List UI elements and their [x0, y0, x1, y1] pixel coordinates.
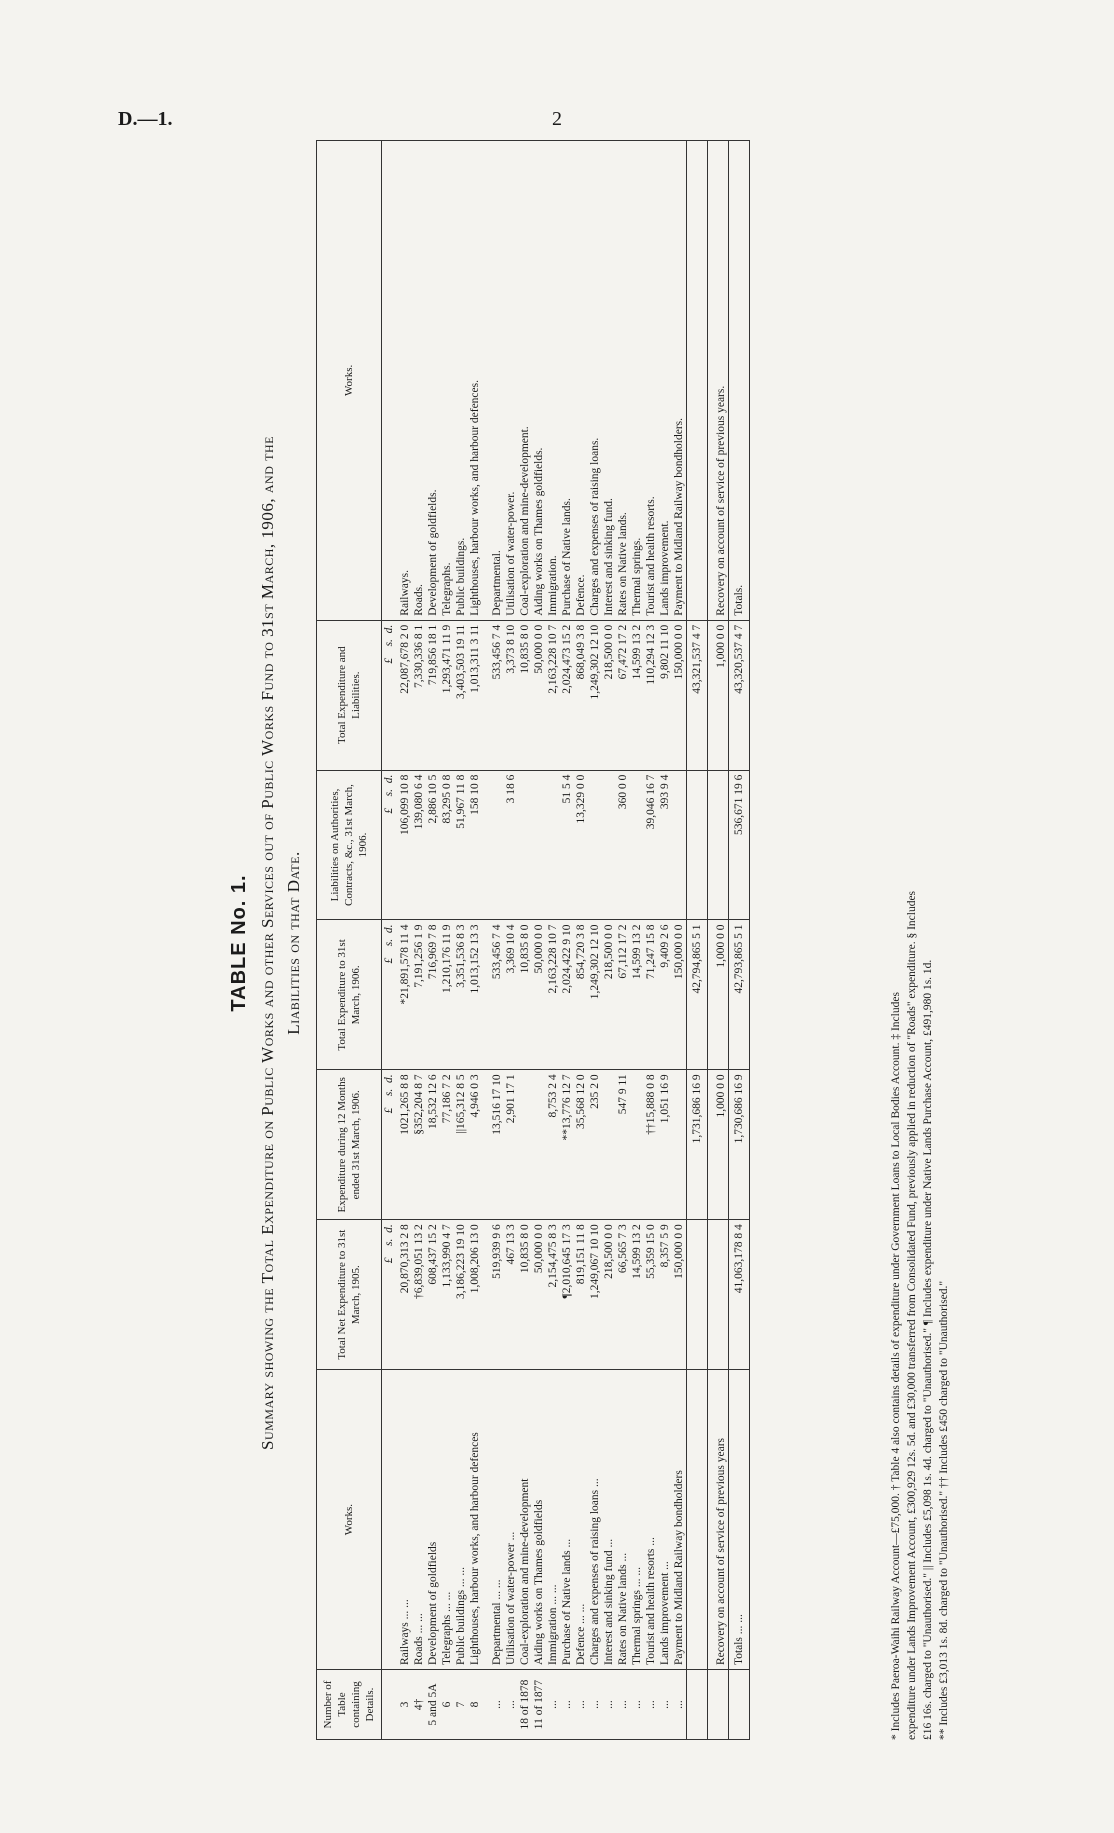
total-exp-liab-cell: 50,000 0 0 — [532, 620, 546, 770]
total-1906-cell: 218,500 0 0 — [602, 920, 616, 1070]
table-number-cell: 5 and 5A — [426, 1670, 440, 1740]
table-title: Summary showing the Total Expenditure on Public Works and other Services out of Public Works Fund to 31st March, 1906, and the — [258, 436, 277, 1450]
total-1906-cell: 67,112 17 2 — [616, 920, 630, 1070]
net-1905-cell: 150,000 0 0 — [672, 1220, 687, 1370]
total-1906-cell: 1,013,152 13 3 — [468, 920, 482, 1070]
total-exp-liab-cell: 1,000 0 0 — [708, 620, 729, 770]
works-right-cell: Development of goldfields. — [426, 141, 440, 621]
table-row — [504, 141, 518, 1740]
expenditure-year-cell: 1,000 0 0 — [708, 1070, 729, 1220]
works-cell: Interest and sinking fund ... — [602, 1370, 616, 1670]
expenditure-year-cell: ††15,888 0 8 — [644, 1070, 658, 1220]
expenditure-year-cell: 8,753 2 4 — [546, 1070, 560, 1220]
units-cell: £ s. d. — [382, 1070, 399, 1220]
table-number-cell — [687, 1670, 708, 1740]
total-1906-cell: 50,000 0 0 — [532, 920, 546, 1070]
col-header-number: Number of Table containing Details. — [317, 1670, 382, 1740]
works-cell: Totals ... ... — [729, 1370, 750, 1670]
footnote-line: expenditure under Lands Improvement Account, £300,929 12s. 5d. and £30,000 transferred from Consolidated Fund, previously applied in reduction of "Roads" expenditure. § Includes — [906, 890, 918, 1740]
col-header-net-1905: Total Net Expenditure to 31st March, 1905. — [317, 1220, 382, 1370]
spacer-row — [482, 141, 490, 1740]
liabilities-cell: 51 5 4 — [560, 770, 574, 920]
net-1905-cell: 1,008,206 13 0 — [468, 1220, 482, 1370]
works-cell: Roads ... ... — [412, 1370, 426, 1670]
table-number-cell: 6 — [440, 1670, 454, 1740]
net-1905-cell — [708, 1220, 729, 1370]
total-1906-cell: 854,720 3 8 — [574, 920, 588, 1070]
table-header-row — [317, 141, 382, 1740]
liabilities-cell: 360 0 0 — [616, 770, 630, 920]
total-1906-cell: 42,793,865 5 1 — [729, 920, 750, 1070]
units-cell: £ s. d. — [382, 920, 399, 1070]
liabilities-cell: 393 9 4 — [658, 770, 672, 920]
table-number-cell: ... — [644, 1670, 658, 1740]
works-right-cell: Utilisation of water-power. — [504, 141, 518, 621]
col-header-total-1906: Total Expenditure to 31st March, 1906. — [317, 920, 382, 1070]
works-cell — [482, 1370, 490, 1670]
footnote-line: £16 16s. charged to "Unauthorised." || Includes £5,098 1s. 4d. charged to "Unauthorised." ¶ Includes expenditure under Native Lands Purchase Account, £491,980 1s. 1d. — [922, 959, 934, 1740]
total-1906-cell: 7,191,256 1 9 — [412, 920, 426, 1070]
total-exp-liab-cell: 719,856 18 1 — [426, 620, 440, 770]
footnotes — [888, 140, 952, 1740]
net-1905-cell: 10,835 8 0 — [518, 1220, 532, 1370]
page-number: 2 — [552, 108, 562, 130]
works-right-cell: Departmental. — [490, 141, 504, 621]
document-reference: D.—1. — [118, 108, 173, 130]
expenditure-year-cell — [518, 1070, 532, 1220]
expenditure-year-cell — [672, 1070, 687, 1220]
works-right-cell: Interest and sinking fund. — [602, 141, 616, 621]
table-row — [490, 141, 504, 1740]
net-1905-cell: 20,870,313 2 8 — [398, 1220, 412, 1370]
net-1905-cell: †6,839,051 13 2 — [412, 1220, 426, 1370]
total-1906-cell: 1,000 0 0 — [708, 920, 729, 1070]
expenditure-year-cell: 1,731,686 16 9 — [687, 1070, 708, 1220]
col-header-expenditure-year: Expenditure during 12 Months ended 31st March, 1906. — [317, 1070, 382, 1220]
liabilities-cell — [518, 770, 532, 920]
net-1905-cell: ¶2,010,645 17 3 — [560, 1220, 574, 1370]
table-row — [398, 141, 412, 1740]
total-1906-cell: 1,210,176 11 9 — [440, 920, 454, 1070]
table-label: TABLE No. 1. — [228, 874, 250, 1012]
works-right-cell: Totals. — [729, 141, 750, 621]
works-cell: Recovery on account of service of previous years — [708, 1370, 729, 1670]
works-cell: Development of goldfields — [426, 1370, 440, 1670]
total-1906-cell: 10,835 8 0 — [518, 920, 532, 1070]
table-number-cell: ... — [616, 1670, 630, 1740]
table-row — [658, 141, 672, 1740]
recovery-row — [708, 141, 729, 1740]
total-exp-liab-cell: 1,249,302 12 10 — [588, 620, 602, 770]
total-exp-liab-cell: 1,013,311 3 11 — [468, 620, 482, 770]
works-right-cell: Recovery on account of service of previous years. — [708, 141, 729, 621]
subtotal-row — [687, 141, 708, 1740]
liabilities-cell: 536,671 19 6 — [729, 770, 750, 920]
table-row — [574, 141, 588, 1740]
table-number-cell: ... — [658, 1670, 672, 1740]
table-row — [454, 141, 468, 1740]
works-cell: Utilisation of water-power ... — [504, 1370, 518, 1670]
total-exp-liab-cell: 218,500 0 0 — [602, 620, 616, 770]
net-1905-cell: 519,939 9 6 — [490, 1220, 504, 1370]
liabilities-cell — [546, 770, 560, 920]
works-cell: Lands improvement ... — [658, 1370, 672, 1670]
liabilities-cell: 158 10 8 — [468, 770, 482, 920]
expenditure-year-cell: 235 2 0 — [588, 1070, 602, 1220]
table-row — [426, 141, 440, 1740]
total-exp-liab-cell: 3,373 8 10 — [504, 620, 518, 770]
net-1905-cell: 8,357 5 9 — [658, 1220, 672, 1370]
net-1905-cell: 3,186,223 19 10 — [454, 1220, 468, 1370]
works-cell: Railways ... ... — [398, 1370, 412, 1670]
works-right-cell: Immigration. — [546, 141, 560, 621]
expenditure-year-cell: 1,730,686 16 9 — [729, 1070, 750, 1220]
total-exp-liab-cell: 67,472 17 2 — [616, 620, 630, 770]
works-cell: Thermal springs ... ... — [630, 1370, 644, 1670]
total-1906-cell: 150,000 0 0 — [672, 920, 687, 1070]
table-number-cell: ... — [546, 1670, 560, 1740]
table-number-cell — [708, 1670, 729, 1740]
works-right-cell — [687, 141, 708, 621]
liabilities-cell — [532, 770, 546, 920]
works-cell: Rates on Native lands ... — [616, 1370, 630, 1670]
net-1905-cell: 608,437 15 2 — [426, 1220, 440, 1370]
footnote-line: ** Includes £3,013 1s. 8d. charged to "Unauthorised." †† Includes £450 charged to "Unauthorised." — [938, 1280, 950, 1740]
works-cell: Payment to Midland Railway bondholders — [672, 1370, 687, 1670]
expenditure-year-cell: 77,186 7 2 — [440, 1070, 454, 1220]
expenditure-year-cell — [482, 1070, 490, 1220]
table-number-cell: 7 — [454, 1670, 468, 1740]
liabilities-cell — [708, 770, 729, 920]
net-1905-cell: 50,000 0 0 — [532, 1220, 546, 1370]
total-exp-liab-cell: 150,000 0 0 — [672, 620, 687, 770]
table-number-cell — [729, 1670, 750, 1740]
expenditure-year-cell: §352,204 8 7 — [412, 1070, 426, 1220]
liabilities-cell: 139,080 6 4 — [412, 770, 426, 920]
total-1906-cell: 3,369 10 4 — [504, 920, 518, 1070]
total-exp-liab-cell: 1,293,471 11 9 — [440, 620, 454, 770]
total-exp-liab-cell: 3,403,503 19 11 — [454, 620, 468, 770]
net-1905-cell — [482, 1220, 490, 1370]
works-right-cell: Lighthouses, harbour works, and harbour defences. — [468, 141, 482, 621]
total-exp-liab-cell: 10,835 8 0 — [518, 620, 532, 770]
total-exp-liab-cell: 22,087,678 2 0 — [398, 620, 412, 770]
works-cell: Tourist and health resorts ... — [644, 1370, 658, 1670]
table-number-cell: ... — [560, 1670, 574, 1740]
works-right-cell: Purchase of Native lands. — [560, 141, 574, 621]
total-1906-cell: 2,024,422 9 10 — [560, 920, 574, 1070]
works-cell: Lighthouses, harbour works, and harbour defences — [468, 1370, 482, 1670]
total-exp-liab-cell: 7,330,336 8 1 — [412, 620, 426, 770]
expenditure-year-cell: 18,532 12 6 — [426, 1070, 440, 1220]
table-row — [468, 141, 482, 1740]
works-cell: Charges and expenses of raising loans ... — [588, 1370, 602, 1670]
works-cell: Purchase of Native lands ... — [560, 1370, 574, 1670]
liabilities-cell — [630, 770, 644, 920]
net-1905-cell: 2,154,475 8 3 — [546, 1220, 560, 1370]
table-title-continued: Liabilities on that Date. — [284, 851, 303, 1035]
total-exp-liab-cell: 110,294 12 3 — [644, 620, 658, 770]
total-1906-cell: 71,247 15 8 — [644, 920, 658, 1070]
col-header-works-right: Works. — [317, 141, 382, 621]
net-1905-cell: 14,599 13 2 — [630, 1220, 644, 1370]
total-1906-cell — [482, 920, 490, 1070]
table-number-cell: 3 — [398, 1670, 412, 1740]
expenditure-year-cell: 13,516 17 10 — [490, 1070, 504, 1220]
expenditure-year-cell: 1021,265 8 8 — [398, 1070, 412, 1220]
expenditure-year-cell: 35,568 12 0 — [574, 1070, 588, 1220]
col-header-works: Works. — [317, 1370, 382, 1670]
total-exp-liab-cell — [482, 620, 490, 770]
works-right-cell: Railways. — [398, 141, 412, 621]
net-1905-cell: 1,133,990 4 7 — [440, 1220, 454, 1370]
net-1905-cell: 41,063,178 8 4 — [729, 1220, 750, 1370]
table-row — [546, 141, 560, 1740]
liabilities-cell — [672, 770, 687, 920]
works-cell: Departmental ... ... — [490, 1370, 504, 1670]
works-right-cell: Thermal springs. — [630, 141, 644, 621]
total-exp-liab-cell: 43,320,537 4 7 — [729, 620, 750, 770]
units-row — [382, 141, 399, 1740]
expenditure-year-cell — [532, 1070, 546, 1220]
works-right-cell — [482, 141, 490, 621]
table-row — [672, 141, 687, 1740]
net-1905-cell — [687, 1220, 708, 1370]
liabilities-cell — [687, 770, 708, 920]
table-row — [412, 141, 426, 1740]
total-1906-cell: 533,456 7 4 — [490, 920, 504, 1070]
works-cell — [687, 1370, 708, 1670]
table-row — [532, 141, 546, 1740]
liabilities-cell — [602, 770, 616, 920]
expenditure-year-cell: ||165,312 8 5 — [454, 1070, 468, 1220]
table-number-cell: ... — [588, 1670, 602, 1740]
table-number-cell: 4† — [412, 1670, 426, 1740]
total-exp-liab-cell: 14,599 13 2 — [630, 620, 644, 770]
net-1905-cell: 819,151 11 8 — [574, 1220, 588, 1370]
expenditure-year-cell: 547 9 11 — [616, 1070, 630, 1220]
liabilities-cell: 2,886 10 5 — [426, 770, 440, 920]
total-1906-cell: 3,351,536 8 3 — [454, 920, 468, 1070]
table-row — [630, 141, 644, 1740]
works-cell: Coal-exploration and mine-development — [518, 1370, 532, 1670]
col-header-liabilities: Liabilities on Authorities, Contracts, &c., 31st March, 1906. — [317, 770, 382, 920]
total-exp-liab-cell: 9,802 11 10 — [658, 620, 672, 770]
units-cell: £ s. d. — [382, 1220, 399, 1370]
table-number-cell: 18 of 1878 — [518, 1670, 532, 1740]
liabilities-cell: 13,329 0 0 — [574, 770, 588, 920]
expenditure-year-cell: **13,776 12 7 — [560, 1070, 574, 1220]
expenditure-year-cell: 4,946 0 3 — [468, 1070, 482, 1220]
table-row — [616, 141, 630, 1740]
works-right-cell: Payment to Midland Railway bondholders. — [672, 141, 687, 621]
rotated-table-sheet — [228, 128, 988, 1758]
net-1905-cell: 1,249,067 10 10 — [588, 1220, 602, 1370]
table-number-cell: ... — [602, 1670, 616, 1740]
expenditure-year-cell: 1,051 16 9 — [658, 1070, 672, 1220]
works-cell: Immigration ... ... — [546, 1370, 560, 1670]
works-cell: Aiding works on Thames goldfields — [532, 1370, 546, 1670]
total-1906-cell: 42,794,865 5 1 — [687, 920, 708, 1070]
works-right-cell: Lands improvement. — [658, 141, 672, 621]
total-exp-liab-cell: 43,321,537 4 7 — [687, 620, 708, 770]
table-row — [560, 141, 574, 1740]
expenditure-year-cell — [602, 1070, 616, 1220]
works-cell: Defence ... ... — [574, 1370, 588, 1670]
works-right-cell: Defence. — [574, 141, 588, 621]
table-number-cell: ... — [574, 1670, 588, 1740]
table-number-cell: 8 — [468, 1670, 482, 1740]
works-cell: Telegraphs ... ... — [440, 1370, 454, 1670]
total-1906-cell: 1,249,302 12 10 — [588, 920, 602, 1070]
liabilities-cell: 83,295 0 8 — [440, 770, 454, 920]
works-right-cell: Tourist and health resorts. — [644, 141, 658, 621]
works-right-cell: Public buildings. — [454, 141, 468, 621]
table-number-cell: ... — [630, 1670, 644, 1740]
works-right-cell: Telegraphs. — [440, 141, 454, 621]
footnote-line: * Includes Paeroa-Waihi Railway Account—£75,000. † Table 4 also contains details of expenditure under Government Loans to Local Bodies Account. ‡ Includes — [890, 992, 902, 1740]
works-right-cell: Roads. — [412, 141, 426, 621]
works-cell: Public buildings ... ... — [454, 1370, 468, 1670]
table-number-cell: ... — [672, 1670, 687, 1740]
expenditure-year-cell — [630, 1070, 644, 1220]
totals-row — [729, 141, 750, 1740]
units-cell: £ s. d. — [382, 770, 399, 920]
works-right-cell: Coal-exploration and mine-development. — [518, 141, 532, 621]
total-1906-cell: 14,599 13 2 — [630, 920, 644, 1070]
total-exp-liab-cell: 868,049 3 8 — [574, 620, 588, 770]
liabilities-cell: 106,099 10 8 — [398, 770, 412, 920]
total-exp-liab-cell: 533,456 7 4 — [490, 620, 504, 770]
table-row — [602, 141, 616, 1740]
liabilities-cell — [588, 770, 602, 920]
total-1906-cell: 2,163,228 10 7 — [546, 920, 560, 1070]
works-right-cell: Aiding works on Thames goldfields. — [532, 141, 546, 621]
summary-table — [316, 140, 750, 1740]
table-number-cell: ... — [490, 1670, 504, 1740]
net-1905-cell: 55,359 15 0 — [644, 1220, 658, 1370]
liabilities-cell: 51,967 11 8 — [454, 770, 468, 920]
table-number-cell: 11 of 1877 — [532, 1670, 546, 1740]
net-1905-cell: 218,500 0 0 — [602, 1220, 616, 1370]
total-1906-cell: 716,969 7 8 — [426, 920, 440, 1070]
works-right-cell: Rates on Native lands. — [616, 141, 630, 621]
expenditure-year-cell: 2,901 17 1 — [504, 1070, 518, 1220]
total-exp-liab-cell: 2,163,228 10 7 — [546, 620, 560, 770]
table-row — [588, 141, 602, 1740]
liabilities-cell — [482, 770, 490, 920]
total-exp-liab-cell: 2,024,473 15 2 — [560, 620, 574, 770]
table-row — [644, 141, 658, 1740]
col-header-total-exp-liab: Total Expenditure and Liabilities. — [317, 620, 382, 770]
units-cell: £ s. d. — [382, 620, 399, 770]
liabilities-cell — [490, 770, 504, 920]
liabilities-cell: 3 18 6 — [504, 770, 518, 920]
net-1905-cell: 66,565 7 3 — [616, 1220, 630, 1370]
liabilities-cell: 39,046 16 7 — [644, 770, 658, 920]
net-1905-cell: 467 13 3 — [504, 1220, 518, 1370]
total-1906-cell: 9,409 2 6 — [658, 920, 672, 1070]
table-number-cell: ... — [504, 1670, 518, 1740]
total-1906-cell: *21,891,578 11 4 — [398, 920, 412, 1070]
table-row — [518, 141, 532, 1740]
table-row — [440, 141, 454, 1740]
works-right-cell: Charges and expenses of raising loans. — [588, 141, 602, 621]
table-number-cell — [482, 1670, 490, 1740]
